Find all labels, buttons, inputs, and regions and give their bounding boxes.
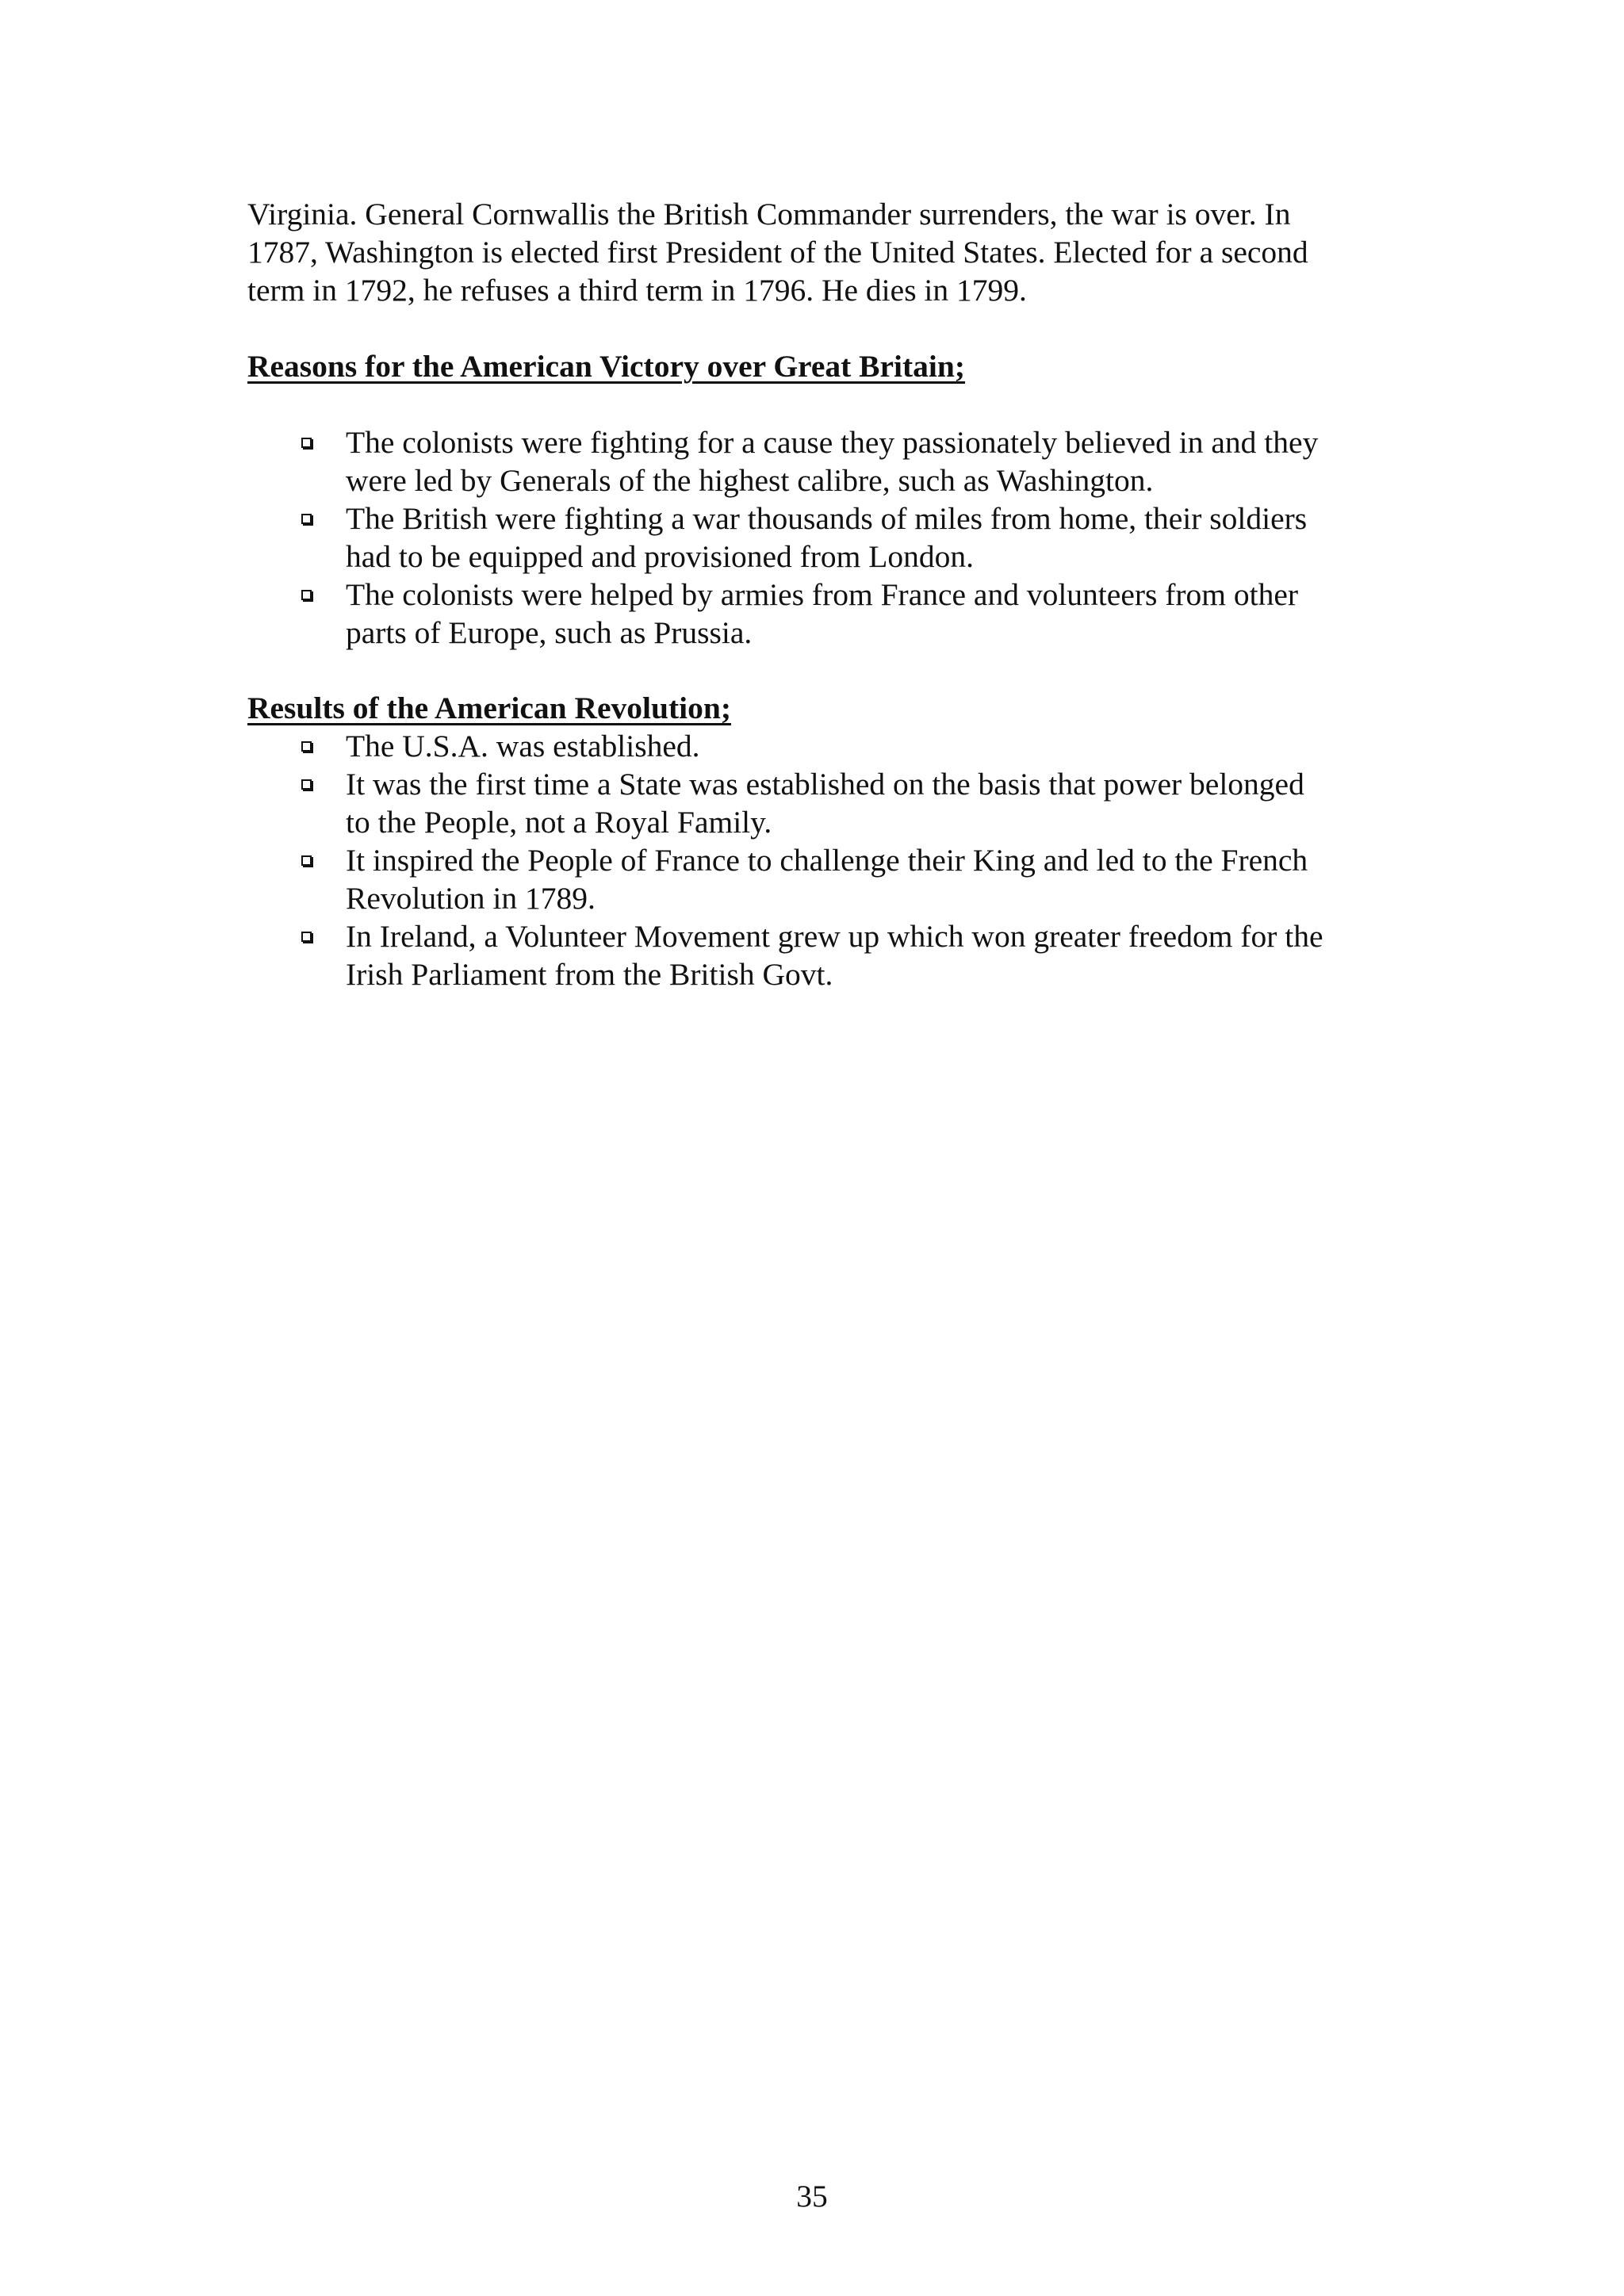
intro-paragraph	[247, 195, 1405, 309]
list-item-line: The U.S.A. was established.	[346, 729, 700, 763]
list-item	[247, 727, 1437, 765]
list-item	[247, 917, 1437, 993]
list-item-line: had to be equipped and provisioned from London.	[346, 539, 975, 574]
intro-line: term in 1792, he refuses a third term in 1796. He dies in 1799.	[247, 273, 1027, 308]
square-bullet-icon	[301, 741, 312, 752]
list-item-line: to the People, not a Royal Family.	[346, 805, 772, 840]
list-item	[247, 576, 1437, 652]
square-bullet-icon	[301, 932, 312, 942]
page-number: 35	[796, 2179, 828, 2214]
revolution-results-list	[247, 727, 1437, 993]
list-item-line: Irish Parliament from the British Govt.	[346, 957, 833, 992]
victory-reasons-heading: Reasons for the American Victory over Great Britain;	[247, 349, 966, 384]
list-item-line: It was the first time a State was established on the basis that power belonged	[346, 767, 1304, 802]
list-item-line: parts of Europe, such as Prussia.	[346, 615, 753, 650]
square-bullet-icon	[301, 514, 312, 524]
list-item	[247, 841, 1437, 917]
square-bullet-icon	[301, 438, 312, 448]
list-item	[247, 499, 1437, 576]
list-item	[247, 423, 1437, 499]
victory-reasons-list	[247, 423, 1437, 652]
list-item-line: It inspired the People of France to challenge their King and led to the French	[346, 843, 1308, 878]
list-item	[247, 765, 1437, 841]
square-bullet-icon	[301, 590, 312, 600]
revolution-results-heading: Results of the American Revolution;	[247, 691, 731, 725]
square-bullet-icon	[301, 855, 312, 866]
list-item-line: The colonists were helped by armies from France and volunteers from other	[346, 577, 1299, 612]
list-item-line: were led by Generals of the highest calibre, such as Washington.	[346, 463, 1154, 498]
intro-line: Virginia. General Cornwallis the British Commander surrenders, the war is over. In	[247, 197, 1291, 232]
list-item-line: The British were fighting a war thousands of miles from home, their soldiers	[346, 501, 1308, 536]
square-bullet-icon	[301, 779, 312, 790]
intro-line: 1787, Washington is elected first President of the United States. Elected for a second	[247, 235, 1308, 270]
list-item-line: The colonists were fighting for a cause they passionately believed in and they	[346, 425, 1319, 460]
list-item-line: In Ireland, a Volunteer Movement grew up which won greater freedom for the	[346, 919, 1323, 954]
list-item-line: Revolution in 1789.	[346, 881, 596, 916]
